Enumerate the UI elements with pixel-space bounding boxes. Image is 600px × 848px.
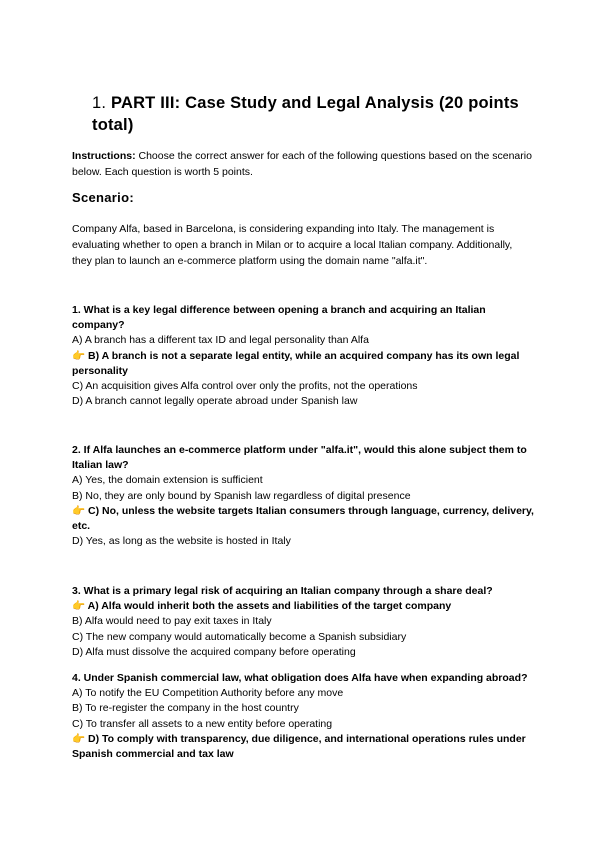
section-heading [92,92,532,136]
option-a: A) A branch has a different tax ID and legal personality than Alfa [72,334,369,347]
option-b: B) No, they are only bound by Spanish law regardless of digital presence [72,489,411,502]
scenario-text: Company Alfa, based in Barcelona, is considering expanding into Italy. The management is evaluating whether to open a branch in Milan or to acquire a local Italian company. Additionally, they plan to launch an e-commerce platform using the domain name "alfa.it". [72,223,513,267]
question-text: 3. What is a primary legal risk of acquiring an Italian company through a share deal? [72,585,493,597]
heading-number: 1. [92,94,107,112]
instructions-text: Choose the correct answer for each of the following questions based on the scenario below. Each question is worth 5 points. [72,150,532,178]
question-text: 2. If Alfa launches an e-commerce platform under "alfa.it", would this alone subject them to Italian law? [72,444,527,472]
option-d-correct [72,732,534,762]
pointing-hand-icon: 👉 [72,349,86,362]
option-b: B) Alfa would need to pay exit taxes in Italy [72,615,272,628]
question-text: 1. What is a key legal difference between opening a branch and acquiring an Italian company? [72,304,486,332]
scenario-title: Scenario: [72,190,134,205]
option-a: A) To notify the EU Competition Authority before any move [72,687,344,700]
pointing-hand-icon: 👉 [72,732,86,745]
option-a-text: A) Alfa would inherit both the assets and liabilities of the target company [87,600,452,613]
option-b: B) To re-register the company in the host country [72,702,299,715]
option-d: D) A branch cannot legally operate abroad under Spanish law [72,395,358,408]
option-d-text: D) To comply with transparency, due diligence, and international operations rules under Spanish commercial and tax law [72,732,526,761]
option-a: A) Yes, the domain extension is sufficient [72,474,263,487]
question-text: 4. Under Spanish commercial law, what obligation does Alfa have when expanding abroad? [72,672,528,684]
option-c: C) The new company would automatically become a Spanish subsidiary [72,630,407,643]
option-d: D) Alfa must dissolve the acquired company before operating [72,645,356,658]
question-4 [72,671,534,762]
option-c-text: C) No, unless the website targets Italian consumers through language, currency, delivery, etc. [72,504,534,533]
instructions [72,148,532,180]
pointing-hand-icon: 👉 [72,600,86,613]
instructions-label: Instructions: [72,150,136,162]
heading-text: PART III: Case Study and Legal Analysis (20 points total) [92,94,519,134]
option-d: D) Yes, as long as the website is hosted in Italy [72,535,291,548]
pointing-hand-icon: 👉 [72,504,86,517]
option-c-correct [72,504,534,534]
question-2 [72,443,534,549]
question-3 [72,584,534,660]
option-c: C) To transfer all assets to a new entity before operating [72,717,333,730]
option-b-text: B) A branch is not a separate legal entity, while an acquired company has its own legal personality [72,349,520,377]
option-c: C) An acquisition gives Alfa control over only the profits, not the operations [72,380,418,393]
option-b-correct [72,349,534,379]
option-a-correct [72,599,534,614]
question-1 [72,303,534,409]
